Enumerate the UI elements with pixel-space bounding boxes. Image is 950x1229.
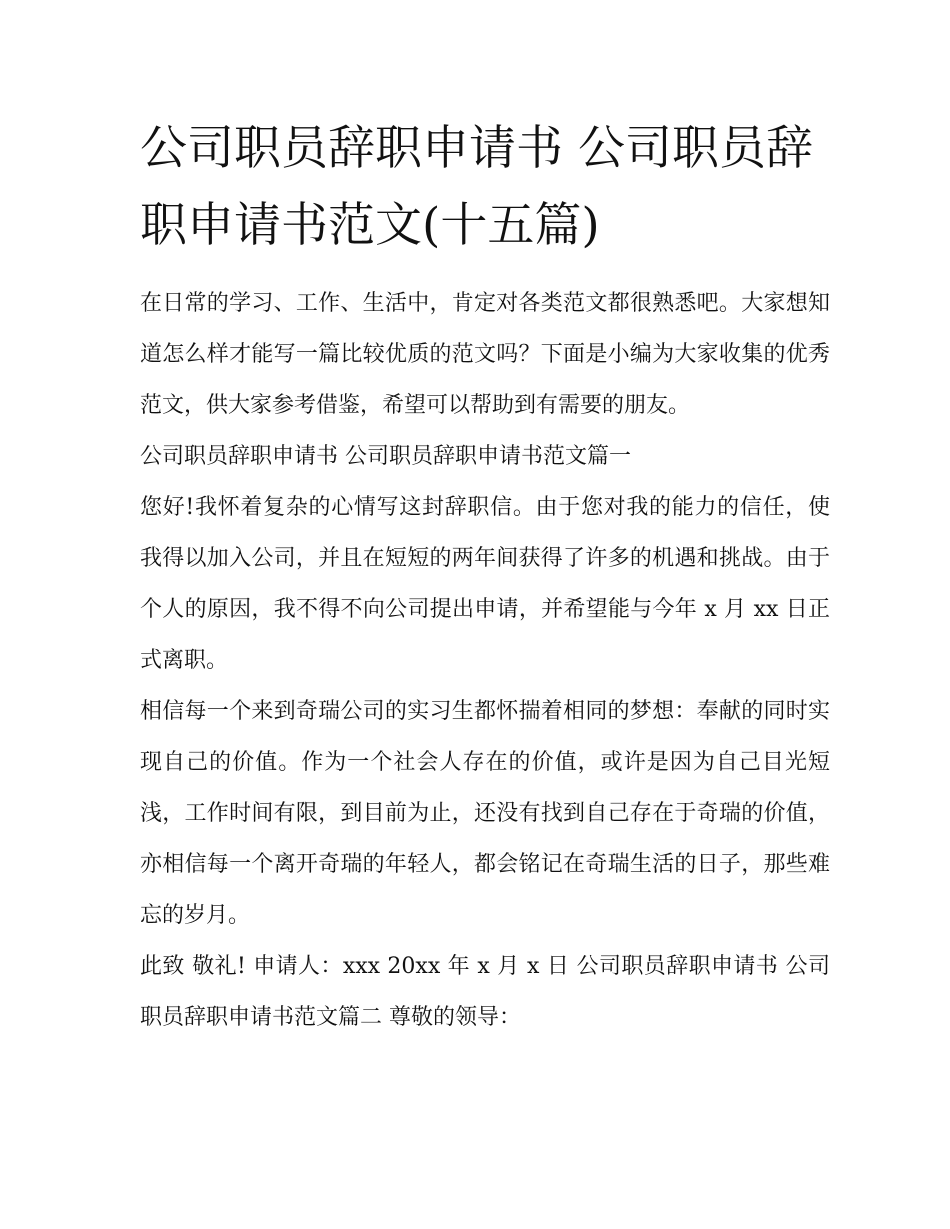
letter-paragraph-2: 相信每一个来到奇瑞公司的实习生都怀揣着相同的梦想：奉献的同时实现自己的价值。作为一个社会人存在的价值，或许是因为自己目光短浅，工作时间有限，到目前为止，还没有找到自己存在于奇瑞的价值，亦相信每一个离开奇瑞的年轻人，都会铭记在奇瑞生活的日子，那些难忘的岁月。 — [140, 699, 830, 928]
document-page — [140, 110, 830, 1043]
closing-paragraph: 此致 敬礼! 申请人：xxx 20xx 年 x 月 x 日 公司职员辞职申请书 公司职员辞职申请书范文篇二 尊敬的领导： — [140, 954, 830, 1030]
intro-paragraph: 在日常的学习、工作、生活中，肯定对各类范文都很熟悉吧。大家想知道怎么样才能写一篇比较优质的范文吗？下面是小编为大家收集的优秀范文，供大家参考借鉴，希望可以帮助到有需要的朋友。 — [140, 291, 830, 418]
document-body — [140, 278, 830, 1043]
section-heading-paragraph: 公司职员辞职申请书 公司职员辞职申请书范文篇一 — [140, 444, 631, 469]
document-title: 公司职员辞职申请书 公司职员辞职申请书范文(十五篇) — [140, 121, 813, 253]
letter-paragraph-1: 您好!我怀着复杂的心情写这封辞职信。由于您对我的能力的信任，使我得以加入公司，并且在短短的两年间获得了许多的机遇和挑战。由于个人的原因，我不得不向公司提出申请，并希望能与今年 x 月 xx 日正式离职。 — [140, 495, 830, 673]
